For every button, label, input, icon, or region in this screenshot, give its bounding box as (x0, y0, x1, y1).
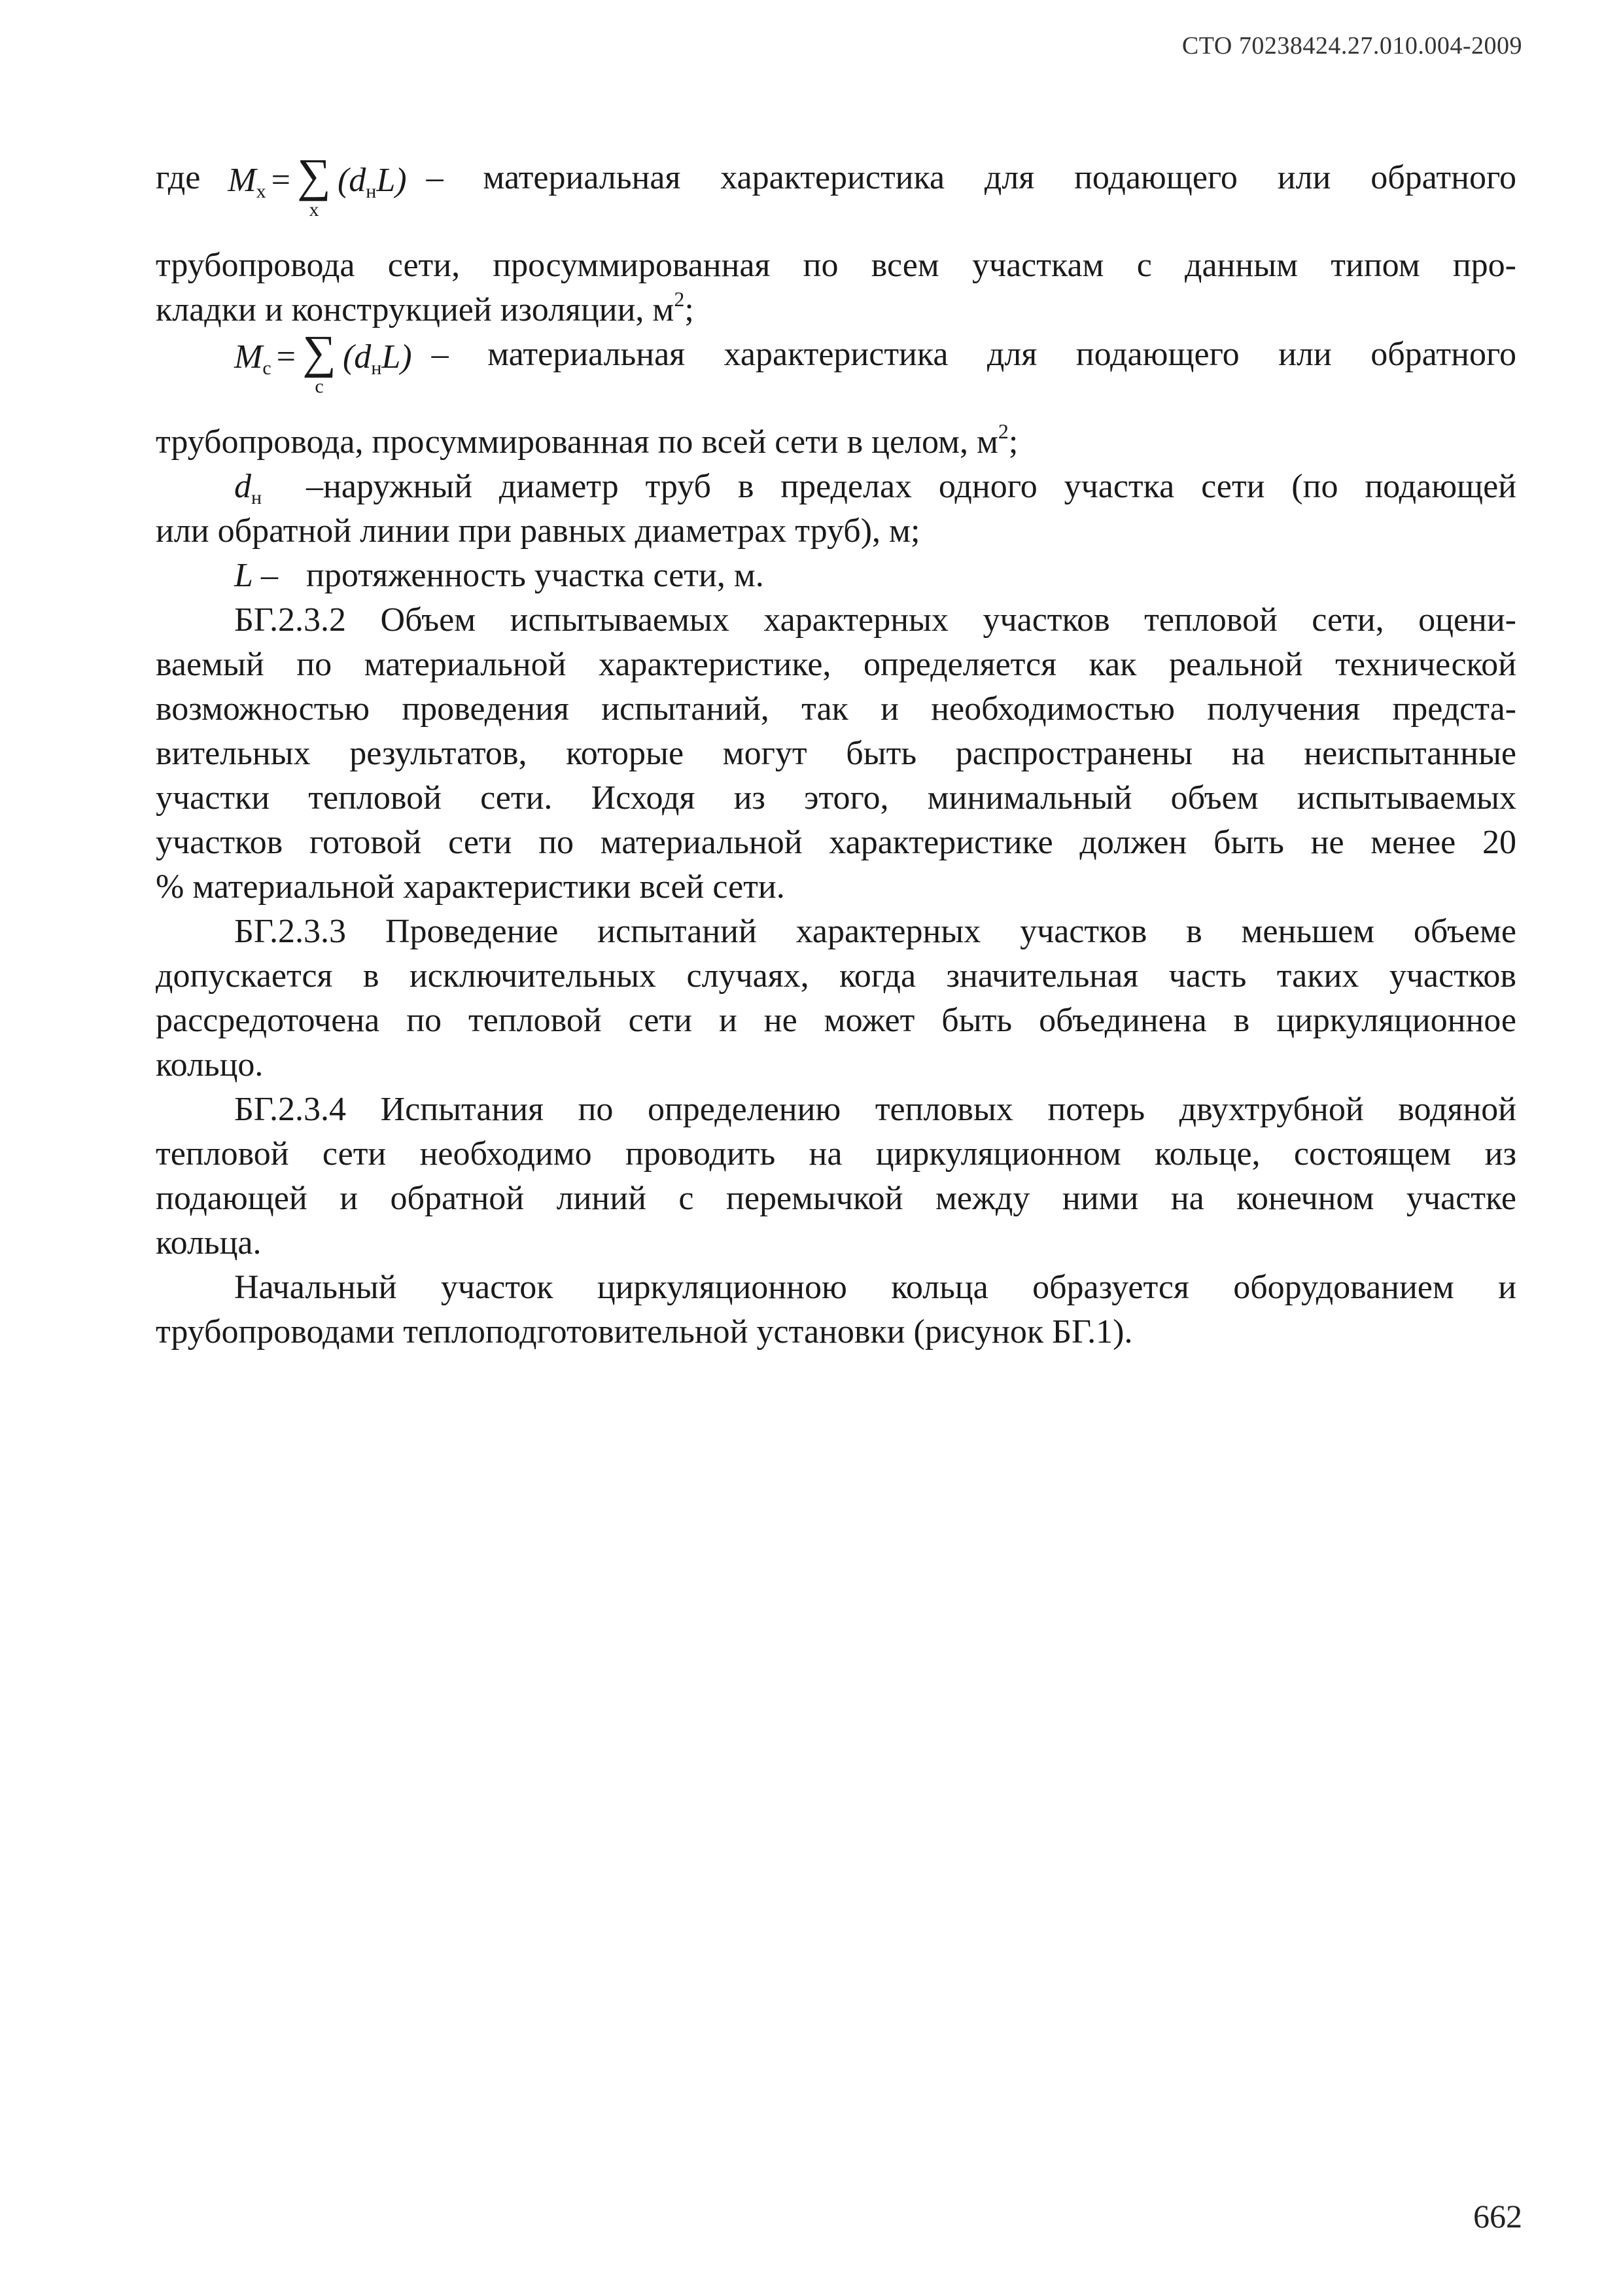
formula-mc: $M_с$ = ∑ с $(d_нL)$ (234, 326, 412, 397)
paragraph-bg-2-3-3: БГ.2.3.3 Проведение испытаний характерных участков в меньшем объеме допускается в исключительных случаях, когда значительная часть таких участков рассредоточена по тепловой сети и не может быть объединена в циркуляционное кольцо. (156, 913, 1516, 1084)
sum-symbol: ∑ с (302, 326, 336, 397)
paragraph-bg-2-3-2: БГ.2.3.2 Объем испытываемых характерных участков тепловой сети, оцени- ваемый по материальной характеристике, определяется как реальной технической возможностью проведения испытаний, так и необходимостью получения предста- вительных результатов, которые могут быть распространены на неиспытанные участки тепловой сети. Исходя из этого, минимальный объем испытываемых участков готовой сети по материальной характеристике должен быть не менее 20 % материальной характеристики всей сети. (156, 601, 1516, 906)
paragraph-initial-section: Начальный участок циркуляционною кольца образуется оборудованием и трубопроводами теплоподготовительной установки (рисунок БГ.1). (156, 1269, 1516, 1351)
sum-symbol: ∑ х (297, 149, 331, 221)
formula-mx-line (156, 149, 1516, 243)
paragraph-bg-2-3-4: БГ.2.3.4 Испытания по определению тепловых потерь двухтрубной водяной тепловой сети необходимо проводить на циркуляционном кольце, состоящем из подающей и обратной линий с перемычкой между ними на конечном участке кольца. (156, 1091, 1516, 1262)
symbol-d: $d_н$ (234, 468, 262, 508)
formula-mx-desc: – материальная характеристика для подающего или обратного (426, 159, 1516, 196)
page-number: 662 (1473, 2198, 1522, 2234)
document-code: СТО 70238424.27.010.004-2009 (1181, 32, 1522, 60)
formula-mx-desc-line3: кладки и конструкцией изоляции, $м^2$; (156, 287, 694, 328)
formula-mx: $M_х$ = ∑ х $(d_нL)$ (228, 149, 407, 221)
symbol-l: L – (234, 557, 278, 594)
definition-d: $d_н$ –наружный диаметр труб в пределах одного участка сети (по подающей (156, 465, 1516, 509)
definition-l: L – протяженность участка сети, м. (156, 554, 1516, 598)
formula-mc-line (156, 326, 1516, 420)
page-body (156, 149, 1516, 1354)
formula-mc-desc-line2: трубопровода, просуммированная по всей сети в целом, $м^2$; (156, 419, 1019, 461)
definition-d-line2: или обратной линии при равных диаметрах труб), м; (156, 512, 920, 550)
formula-mc-desc: – материальная характеристика для подающего или обратного (431, 336, 1516, 373)
formula-mx-desc-line2: трубопровода сети, просуммированная по всем участкам с данным типом про- (156, 247, 1516, 284)
where-word: где (156, 159, 201, 196)
